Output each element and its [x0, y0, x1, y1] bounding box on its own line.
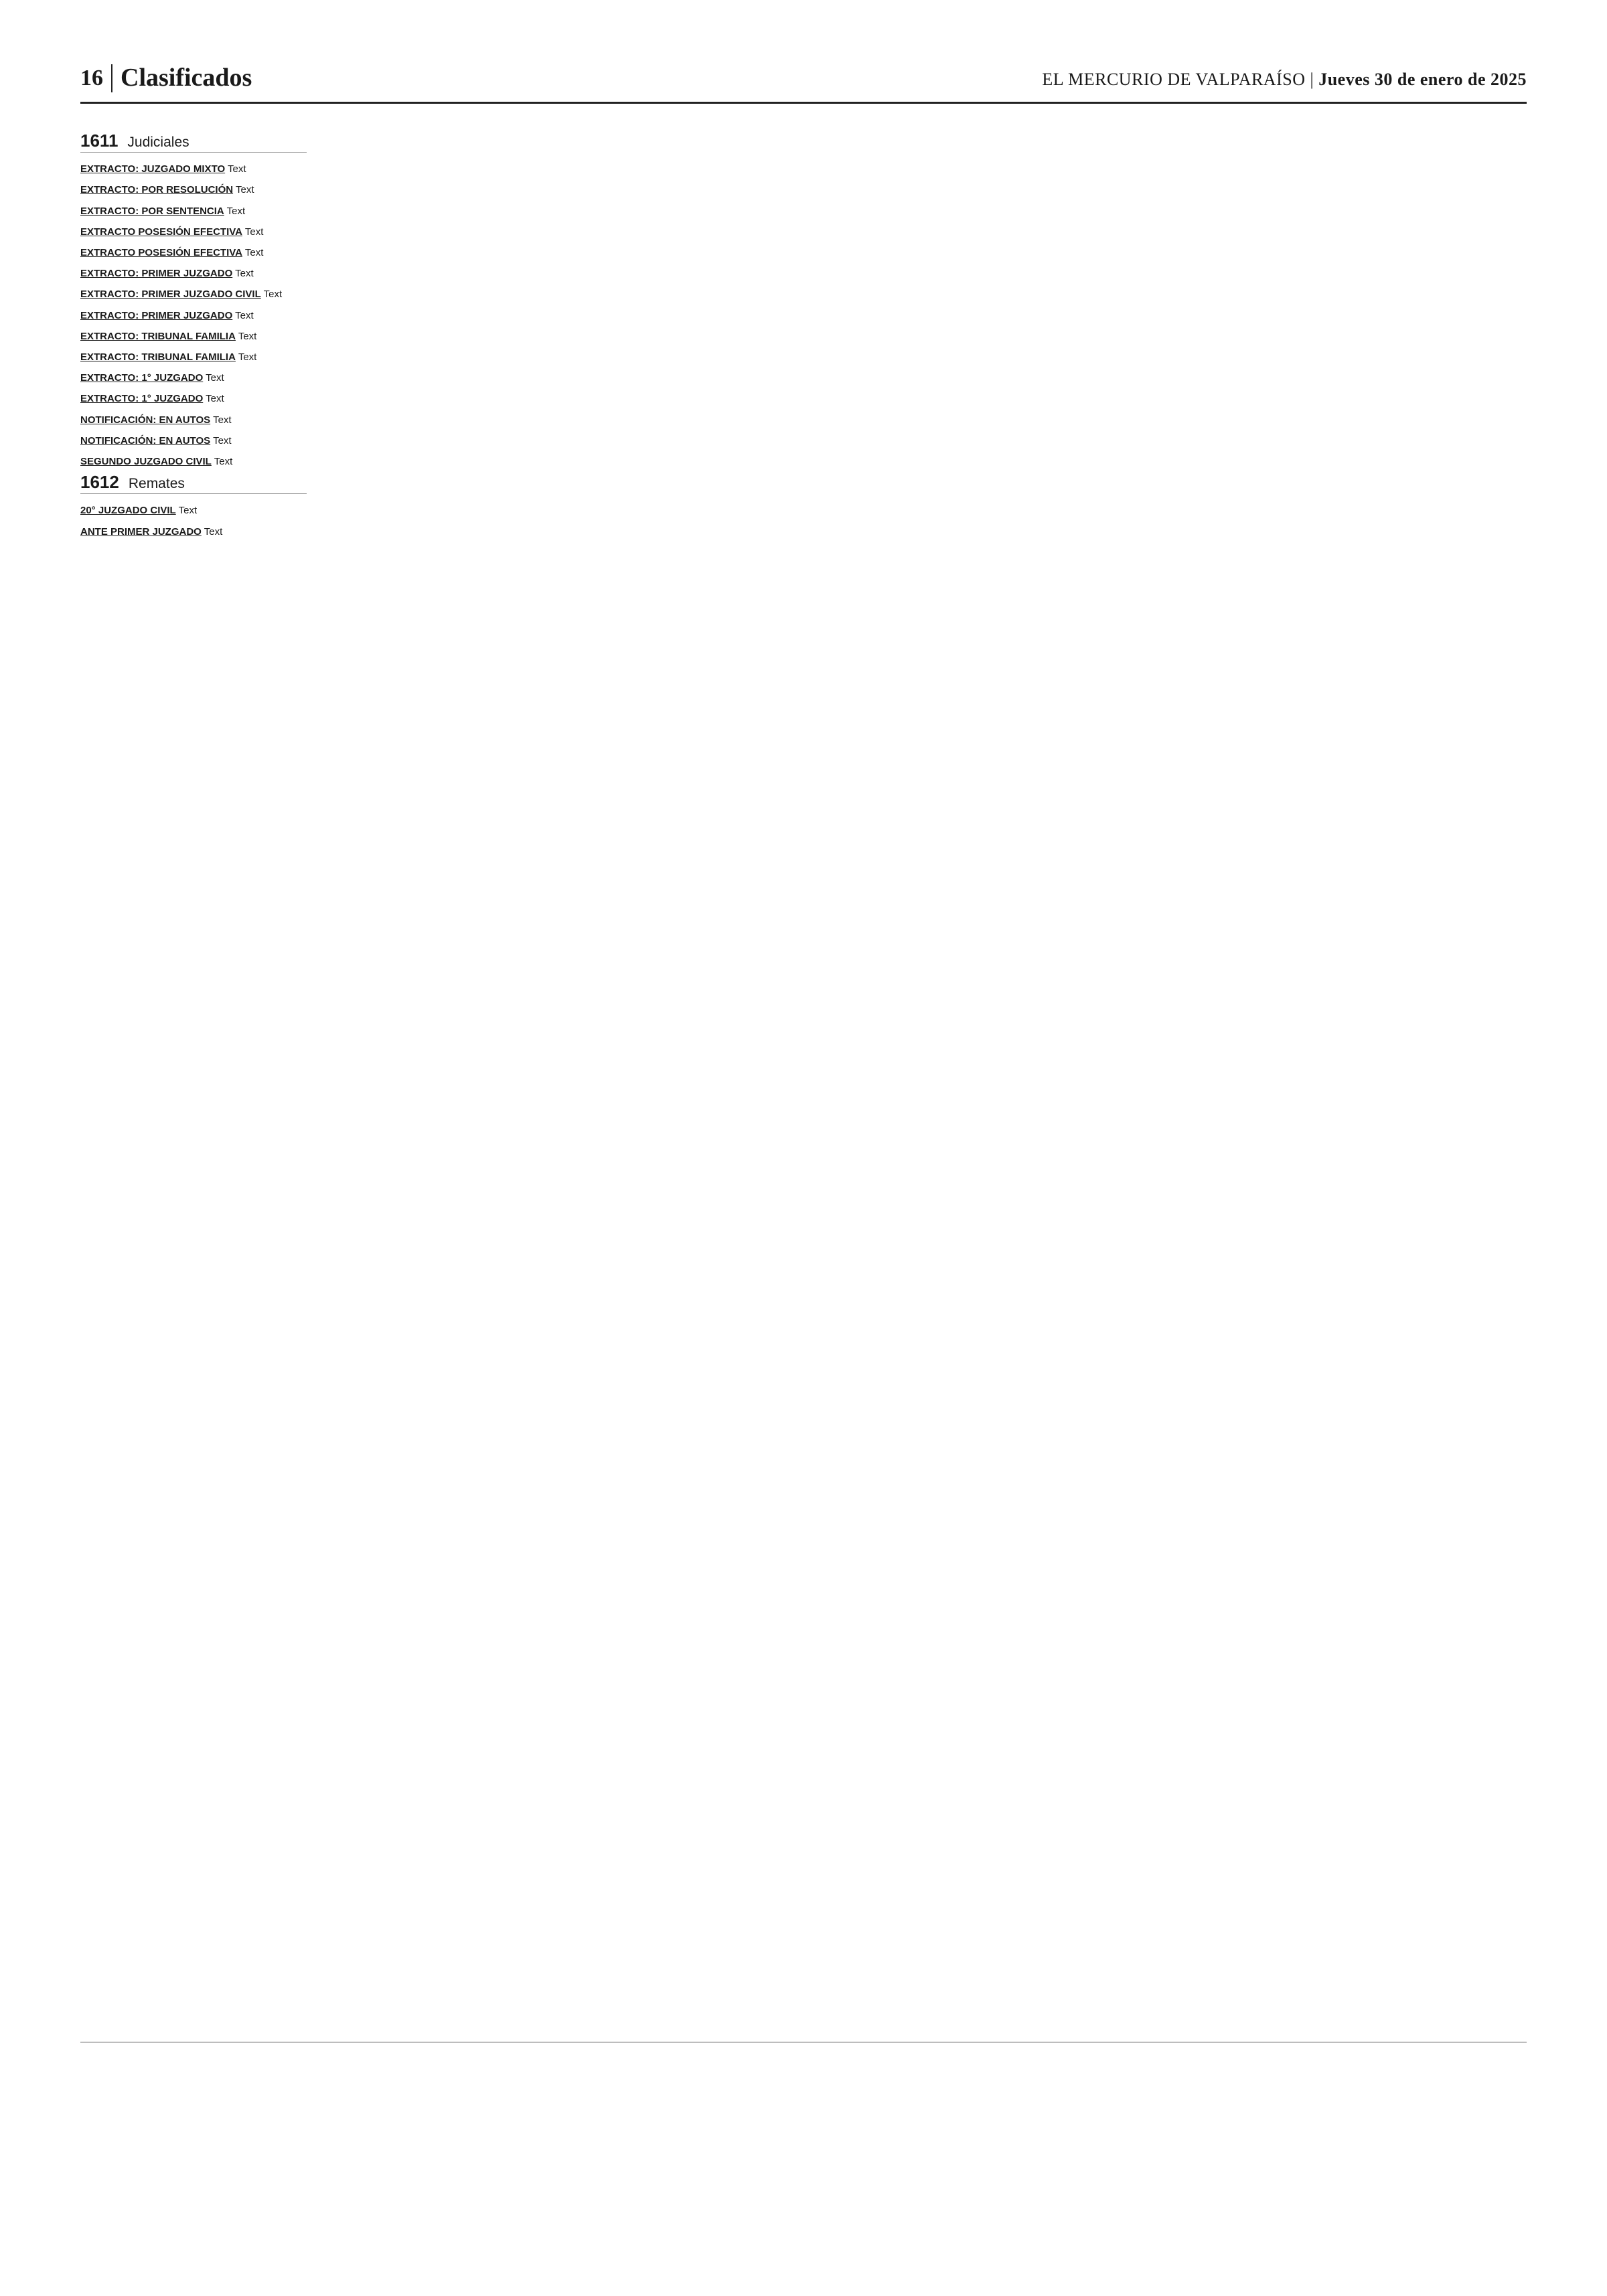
section-number: 1612	[80, 472, 119, 493]
notice-body: Text	[178, 505, 198, 517]
notice	[80, 503, 307, 517]
newspaper-name: EL MERCURIO DE VALPARAÍSO	[1042, 70, 1306, 89]
footer-rule	[80, 2042, 1527, 2043]
section-name: Remates	[128, 476, 185, 492]
notice-body: Text	[244, 226, 264, 238]
notice-heading: EXTRACTO: PRIMER JUZGADO	[80, 268, 233, 280]
notice	[80, 413, 307, 427]
notice-body: Text	[204, 525, 223, 538]
notice	[80, 183, 307, 197]
notice-body: Text	[214, 456, 233, 468]
section-header	[80, 472, 307, 494]
notice-body: Text	[235, 184, 254, 196]
notice	[80, 455, 307, 469]
notice-body: Text	[235, 268, 254, 280]
header-rule	[80, 102, 1527, 104]
notice-body: Text	[263, 289, 283, 301]
notice-heading: ANTE PRIMER JUZGADO	[80, 525, 202, 538]
notice-heading: NOTIFICACIÓN: EN AUTOS	[80, 434, 211, 446]
notice	[80, 525, 307, 539]
section-title: Clasificados	[121, 64, 252, 92]
notice-heading: 20° JUZGADO CIVIL	[80, 505, 176, 517]
page-number: 16	[80, 66, 103, 90]
notice-body: Text	[238, 330, 257, 342]
notice-heading: EXTRACTO: POR RESOLUCIÓN	[80, 184, 234, 196]
section-number: 1611	[80, 131, 119, 151]
notice	[80, 392, 307, 406]
notice-body: Text	[238, 351, 257, 363]
classifieds-columns	[80, 131, 1527, 2022]
notice-body: Text	[206, 372, 224, 384]
masthead-separator	[111, 64, 112, 92]
notice-body: Text	[228, 163, 246, 175]
notice-heading: NOTIFICACIÓN: EN AUTOS	[80, 414, 211, 426]
notice-body: Text	[213, 434, 232, 446]
notice-body: Text	[206, 393, 224, 405]
notice-heading: EXTRACTO POSESIÓN EFECTIVA	[80, 226, 242, 238]
notice	[80, 350, 307, 364]
notice-heading: EXTRACTO: PRIMER JUZGADO CIVIL	[80, 289, 261, 301]
notice-heading: EXTRACTO: TRIBUNAL FAMILIA	[80, 330, 236, 342]
notice-body: Text	[244, 247, 264, 259]
notice	[80, 287, 307, 301]
publication-date: Jueves 30 de enero de 2025	[1318, 70, 1527, 89]
notice	[80, 246, 307, 260]
notice	[80, 371, 307, 385]
notice	[80, 204, 307, 218]
notice	[80, 329, 307, 343]
notice	[80, 162, 307, 176]
section-name: Judiciales	[127, 135, 189, 150]
notice-heading: EXTRACTO: 1° JUZGADO	[80, 372, 204, 384]
notice	[80, 225, 307, 239]
notice-heading: SEGUNDO JUZGADO CIVIL	[80, 456, 212, 468]
notice-heading: EXTRACTO: POR SENTENCIA	[80, 205, 224, 217]
notice-body: Text	[213, 414, 232, 426]
notice-heading: EXTRACTO: PRIMER JUZGADO	[80, 309, 233, 321]
notice	[80, 266, 307, 280]
notice-heading: EXTRACTO POSESIÓN EFECTIVA	[80, 247, 242, 259]
masthead	[80, 62, 1527, 102]
notice	[80, 434, 307, 448]
notice-heading: EXTRACTO: TRIBUNAL FAMILIA	[80, 351, 236, 363]
notice-body: Text	[235, 309, 254, 321]
notice-heading: EXTRACTO: 1° JUZGADO	[80, 393, 204, 405]
notice-heading: EXTRACTO: JUZGADO MIXTO	[80, 163, 226, 175]
notice	[80, 309, 307, 323]
section-header	[80, 131, 307, 153]
newspaper-dateline: EL MERCURIO DE VALPARAÍSO | Jueves 30 de enero de 2025	[1042, 70, 1527, 89]
notice-body: Text	[226, 205, 246, 217]
